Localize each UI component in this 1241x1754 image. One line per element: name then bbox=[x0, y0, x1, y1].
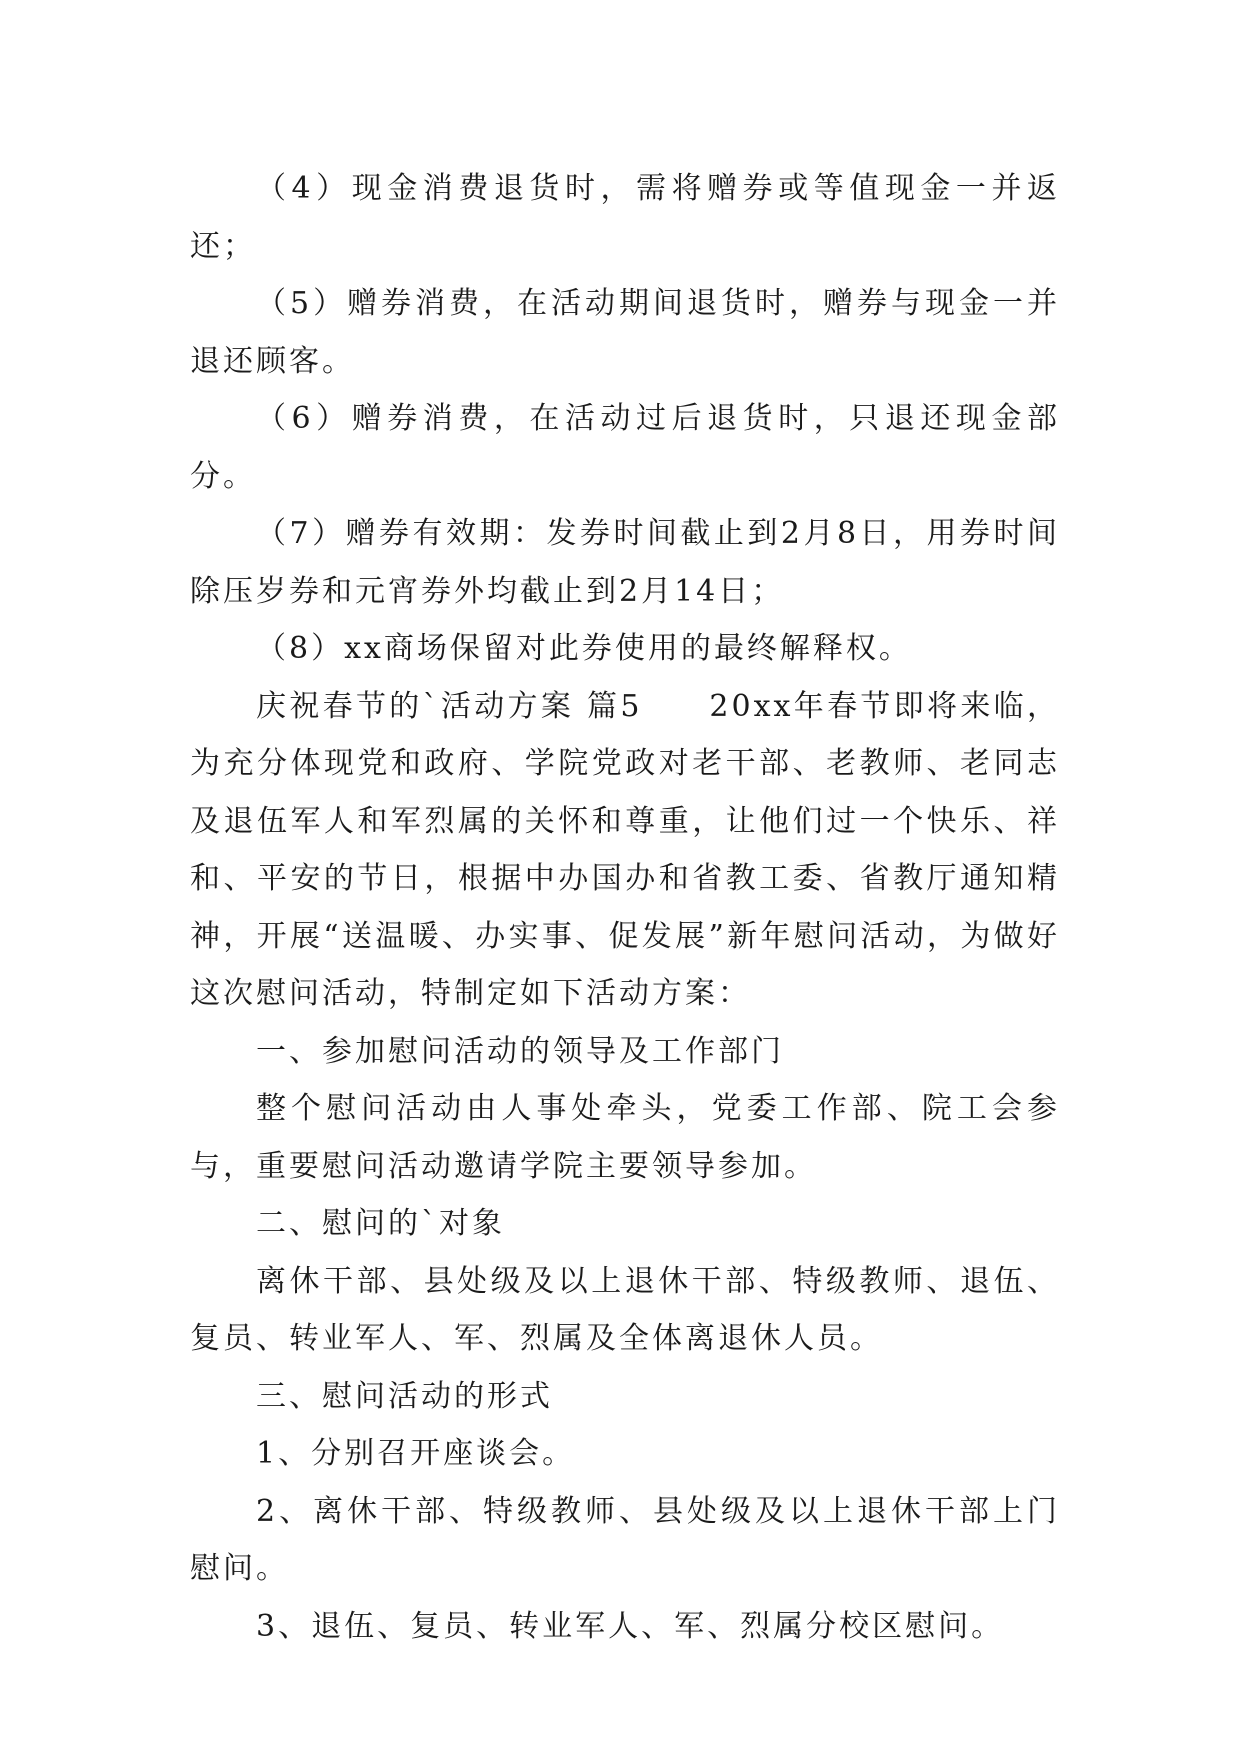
list-item-forum: 1、分别召开座谈会。 bbox=[256, 1436, 576, 1471]
paragraph-leaders: 整个慰问活动由人事处牵头，党委工作部、院工会参与，重要慰问活动邀请学院主要领导参加。 bbox=[190, 1091, 1060, 1184]
section-heading-targets: 二、慰问的`对象 bbox=[256, 1206, 505, 1241]
section-heading-forms: 三、慰问活动的形式 bbox=[256, 1378, 553, 1414]
list-item-home-visits: 2、离休干部、特级教师、县处级及以上退休干部上门慰问。 bbox=[190, 1493, 1060, 1586]
paragraph-coupon-validity: （7）赠券有效期：发券时间截止到2月8日，用券时间除压岁券和元宵券外均截止到2月14日； bbox=[190, 516, 1060, 609]
paragraph-refund-cash: （4）现金消费退货时，需将赠券或等值现金一并返还； bbox=[190, 171, 1060, 264]
paragraph-targets: 离休干部、县处级及以上退休干部、特级教师、退伍、复员、转业军人、军、烈属及全体离退休人员。 bbox=[190, 1263, 1060, 1356]
paragraph-refund-during-event: （5）赠券消费，在活动期间退货时，赠券与现金一并退还顾客。 bbox=[190, 286, 1060, 379]
paragraph-plan-5-intro: 庆祝春节的`活动方案 篇5 20xx年春节即将来临，为充分体现党和政府、学院党政对老干部、老教师、老同志及退伍军人和军烈属的关怀和尊重，让他们过一个快乐、祥和、平安的节日，根据中办国办和省教工委、省教厅通知精神，开展“送温暖、办实事、促发展”新年慰问活动，为做好这次慰问活动，特制定如下活动方案： bbox=[190, 688, 1060, 1011]
document-body bbox=[190, 160, 1060, 1655]
paragraph-refund-after-event: （6）赠券消费，在活动过后退货时，只退还现金部分。 bbox=[190, 401, 1060, 494]
paragraph-final-interpretation: （8）xx商场保留对此券使用的最终解释权。 bbox=[256, 631, 912, 666]
section-heading-leaders: 一、参加慰问活动的领导及工作部门 bbox=[256, 1033, 784, 1069]
list-item-campus-visits: 3、退伍、复员、转业军人、军、烈属分校区慰问。 bbox=[256, 1608, 1005, 1644]
